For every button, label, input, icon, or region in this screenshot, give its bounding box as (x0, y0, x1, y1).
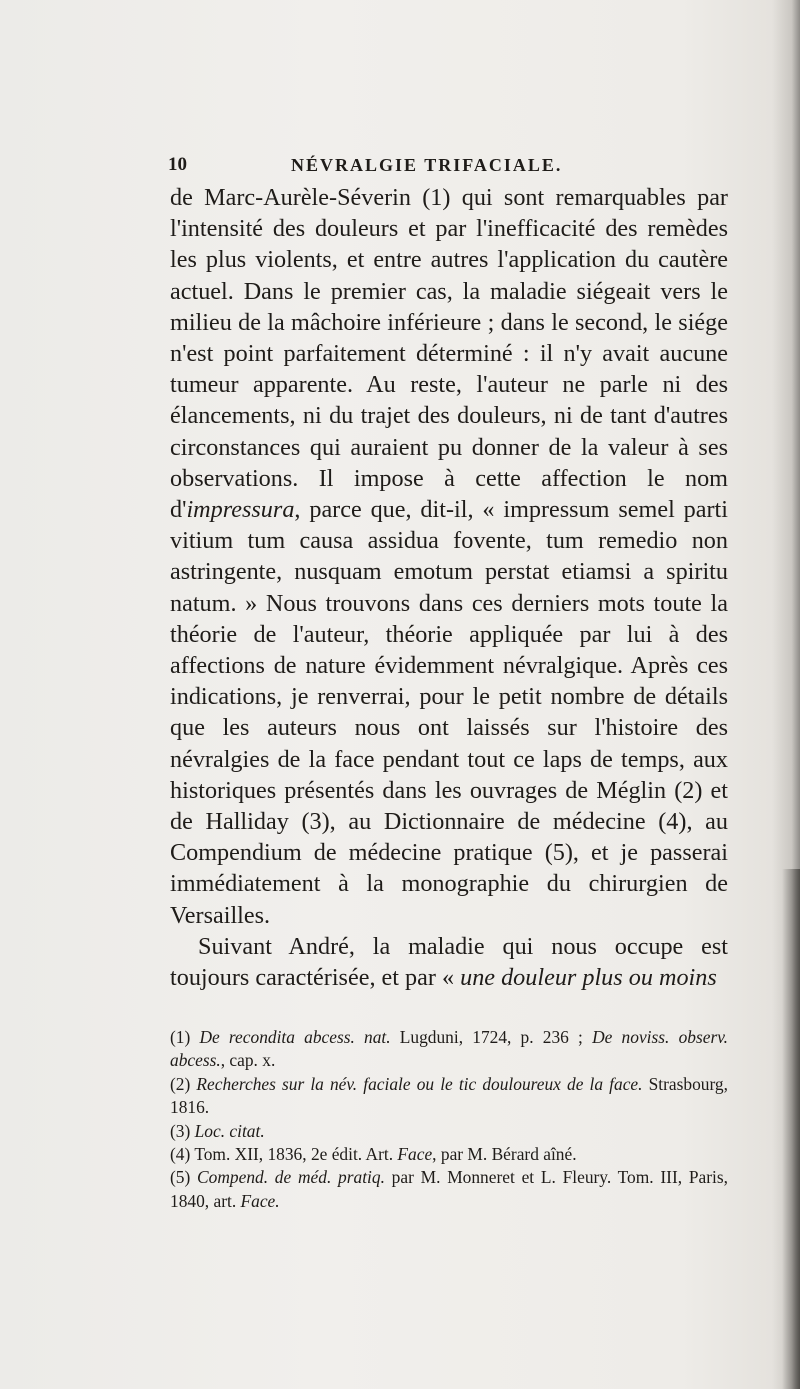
paragraph-2-text-a: Suivant André, la maladie qui nous occupe est toujours caractérisée, et par « (170, 932, 728, 992)
footnote-4-text: Tom. XII, 1836, 2e édit. Art. (194, 1144, 398, 1165)
footnote-1-text-2: , cap. x. (220, 1050, 276, 1071)
footnote-1-number: (1) (170, 1027, 200, 1047)
footnote-5-number: (5) (170, 1167, 198, 1188)
footnote-2-number: (2) (170, 1073, 197, 1094)
footnote-1-title-2: De noviss. observ. abcess. (170, 1027, 728, 1071)
paragraph-2 (170, 931, 728, 993)
paragraph-1-text-a: de Marc-Aurèle-Séverin (1) qui sont remarquables par l'intensité des douleurs et par l'inefficacité des remèdes les plus violents, et entre autres l'application du cautère actuel. Dans le premier cas, la maladie siégeait vers le milieu de la mâchoire inférieure ; dans le second, le siége n'est point parfaitement déterminé : il n'y avait aucune tumeur apparente. Au reste, l'auteur ne parle ni des élancements, ni du trajet des douleurs, ni de tant d'autres circonstances qui auraient pu donner de la valeur à ses observations. Il impose à cette affection le nom d' (170, 184, 728, 524)
running-title: NÉVRALGIE TRIFACIALE. (291, 155, 563, 175)
footnote-5-title-2: Face. (240, 1190, 280, 1211)
footnote-4-title: Face (397, 1144, 433, 1165)
footnote-2-title: Recherches sur la név. faciale ou le tic douloureux de la face. (196, 1073, 643, 1094)
main-text (170, 182, 728, 993)
page-corner-shadow (782, 869, 800, 1389)
footnote-3-title: Loc. citat. (194, 1120, 265, 1141)
footnote-2 (170, 1073, 728, 1120)
paragraph-1 (170, 182, 728, 931)
footnote-3 (170, 1120, 728, 1143)
footnote-3-number: (3) (170, 1120, 195, 1141)
footnote-5-text: par M. Monneret et L. Fleury. Tom. III, Paris, 1840, art. (170, 1167, 728, 1211)
page-number: 10 (168, 154, 187, 175)
paragraph-1-text-b: , parce que, dit-il, « impressum semel parti vitium tum causa assidua fovente, tum remedio non astringente, nusquam emotum perstat etiamsi a spiritu natum. » Nous trouvons dans ces derniers mots toute la théorie de l'auteur, théorie appliquée par lui à des affections de nature évidemment névralgique. Après ces indications, je renverrai, pour le petit nombre de détails que les auteurs nous ont laissés sur l'histoire des névralgies de la face pendant tout ce laps de temps, aux historiques présentés dans les ouvrages de Méglin (2) et de Halliday (3), au Dictionnaire de médecine (4), au Compendium de médecine pratique (5), et je passerai immédiatement à la monographie du chirurgien de Versailles. (170, 496, 728, 929)
paragraph-1-italic-term: impressura (186, 496, 295, 524)
footnote-4 (170, 1143, 728, 1166)
footnote-1-text: Lugduni, 1724, p. 236 ; (390, 1027, 593, 1047)
footnote-2-text: Strasbourg, 1816. (170, 1073, 728, 1118)
footnote-1 (170, 1026, 728, 1073)
page-header (168, 154, 728, 182)
footnote-5-title: Compend. de méd. pratiq. (197, 1167, 385, 1188)
footnote-5 (170, 1166, 728, 1213)
footnote-1-title: De recondita abcess. nat. (199, 1027, 391, 1047)
paragraph-2-italic-quote: une douleur plus ou moins (460, 964, 717, 992)
footnotes (170, 1026, 728, 1213)
footnote-4-number: (4) (170, 1144, 195, 1165)
footnote-4-text-2: , par M. Bérard aîné. (432, 1144, 577, 1165)
